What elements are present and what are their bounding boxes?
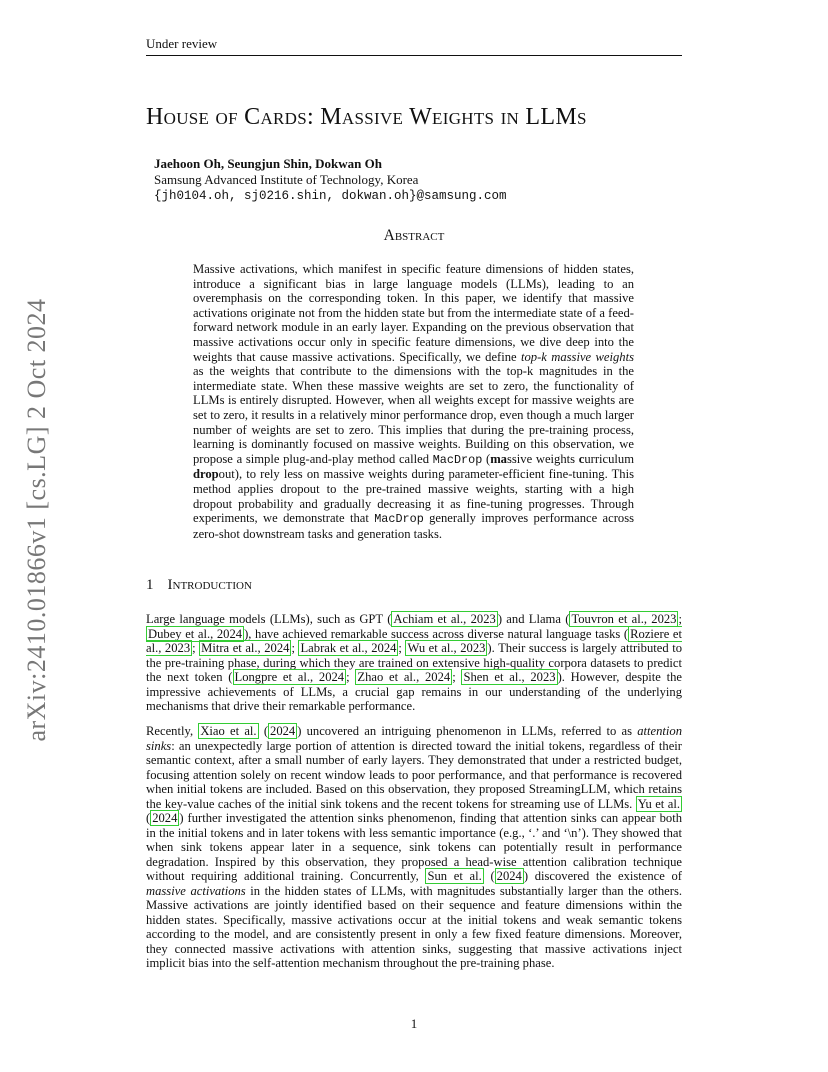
citation-link[interactable]: Sun et al. <box>427 869 482 883</box>
emphasis: attention sinks <box>146 724 683 753</box>
author-block <box>154 156 507 204</box>
citation-link[interactable]: Zhao et al., 2024 <box>357 670 451 684</box>
method-name: MacDrop <box>374 512 424 527</box>
affiliation: Samsung Advanced Institute of Technology, Korea <box>154 172 419 187</box>
citation-link[interactable]: 2024 <box>270 724 296 738</box>
paper-title: House of Cards: Massive Weights in LLMs <box>146 104 587 130</box>
citation-link[interactable]: Touvron et al., 2023 <box>571 612 677 626</box>
page-number: 1 <box>410 1016 418 1031</box>
running-head: Under review <box>146 36 682 56</box>
arxiv-stamp <box>14 290 60 750</box>
citation-link[interactable]: Achiam et al., 2023 <box>393 612 496 626</box>
section-title: Introduction <box>167 577 252 593</box>
author-emails: {jh0104.oh, sj0216.shin, dokwan.oh}@samsung.com <box>154 189 507 203</box>
abstract-text: Massive activations, which manifest in specific feature dimensions of hidden states, introduce a significant bias in large language models (LLMs), leading to an overemphasis on the corresponding token. In this paper, we identify that massive activations originate not from the hidden state but from the intermediate state of a feed-forward network module in an early layer. Expanding on the previous observation that massive activations occur only in specific feature dimensions, we dive deep into the weights that cause massive activations. Specifically, we define top-k massive weights as the weights that contribute to the dimensions with the top-k magnitudes in the intermediate state. When these massive weights are set to zero, the functionality of LLMs is entirely disrupted. However, when all weights except for massive weights are set to zero, it results in a relatively minor performance drop, even though a much larger number of weights are set to zero. This implies that during the pre-training process, learning is dominantly focused on massive weights. Building on this observation, we propose a simple plug-and-play method called MacDrop (massive weights curriculum dropout), to rely less on massive weights during parameter-efficient fine-tuning. This method applies dropout to the pre-trained massive weights, starting with a high dropout probability and gradually decreasing it as fine-tuning progresses. Through experiments, we demonstrate that MacDrop generally improves performance across zero-shot downstream tasks and generation tasks. <box>193 262 635 541</box>
citation-link[interactable]: Labrak et al., 2024 <box>300 641 397 655</box>
citation-link[interactable]: Dubey et al., 2024 <box>148 626 243 641</box>
emphasis: top-k massive weights <box>521 349 634 364</box>
citation-link[interactable]: Yu et al. <box>637 796 680 811</box>
author-names: Jaehoon Oh, Seungjun Shin, Dokwan Oh <box>154 156 382 171</box>
intro-paragraph-2: Recently, Xiao et al. ( 2024 ) uncovered an intriguing phenomenon in LLMs, referred to as attention sinks: an unexpectedly large portion of attention is directed toward the initial tokens, regardless of their semantic context, after a small number of early layers. They demonstrated that under a restricted budget, focusing attention solely on recent window leads to poor performance, and that performance is recovered when initial tokens are included. Based on this observation, they proposed StreamingLLM, which retains the key-value caches of the initial sink tokens and the recent tokens for streaming use of LLMs. Yu et al. ( 2024 ) further investigated the attention sinks phenomenon, finding that attention sinks can appear both in the initial tokens and in later tokens with less semantic importance (e.g., ‘.’ and ‘\n’). They showed that when sink tokens appear later in a sequence, sink tokens can potentially result in performance degradation. Inspired by this observation, they proposed a head-wise attention calibration technique without requiring additional training. Concurrently, Sun et al. ( 2024 ) discovered the existence of massive activations in the hidden states of LLMs, with magnitudes substantially larger than the others. Massive activations are jointly identified based on their sequence and feature dimensions within the hidden states. Specifically, massive activations occur at the initial tokens and weak semantic tokens according to the model, and are consistently present in only a few fixed feature dimensions. Moreover, they connected massive activations with attention sinks, suggesting that massive activations inject implicit bias into the self-attention mechanism throughout the pre-training phase. <box>146 724 683 970</box>
section-heading <box>146 577 252 594</box>
arxiv-stamp-text: arXiv:2410.01866v1 [cs.LG] 2 Oct 2024 <box>22 298 51 742</box>
intro-paragraph-1: Large language models (LLMs), such as GPT ( Achiam et al., 2023 ) and Llama ( Touvron et al., 2023 ; Dubey et al., 2024 ), have achieved remarkable success across diverse natural language tasks ( Roziere et al., 2023 ; Mitra et al., 2024 ; Labrak et al., 2024 ; Wu et al., 2023 ). Their success is largely attributed to the pre-training phase, during which they are trained on extensive high-quality corpora datasets to predict the next token ( Longpre et al., 2024 ; Zhao et al., 2024 ; Shen et al., 2023 ). However, despite the impressive achievements of LLMs, a crucial gap remains in our understanding of the underlying mechanisms that drive their remarkable performance. <box>146 612 683 713</box>
method-name: MacDrop <box>432 452 483 467</box>
citation-link[interactable]: Xiao et al. <box>200 724 257 738</box>
citation-link[interactable]: Roziere et al., 2023 <box>146 626 682 655</box>
section-number: 1 <box>146 577 154 593</box>
abstract-heading: Abstract <box>383 227 445 244</box>
citation-link[interactable]: Longpre et al., 2024 <box>234 670 345 684</box>
emphasis: massive activations <box>146 883 246 898</box>
citation-link[interactable]: Shen et al., 2023 <box>463 670 556 684</box>
citation-link[interactable]: Mitra et al., 2024 <box>201 641 290 655</box>
citation-link[interactable]: 2024 <box>496 869 522 883</box>
citation-link[interactable]: Wu et al., 2023 <box>407 641 486 655</box>
citation-link[interactable]: 2024 <box>152 811 178 825</box>
